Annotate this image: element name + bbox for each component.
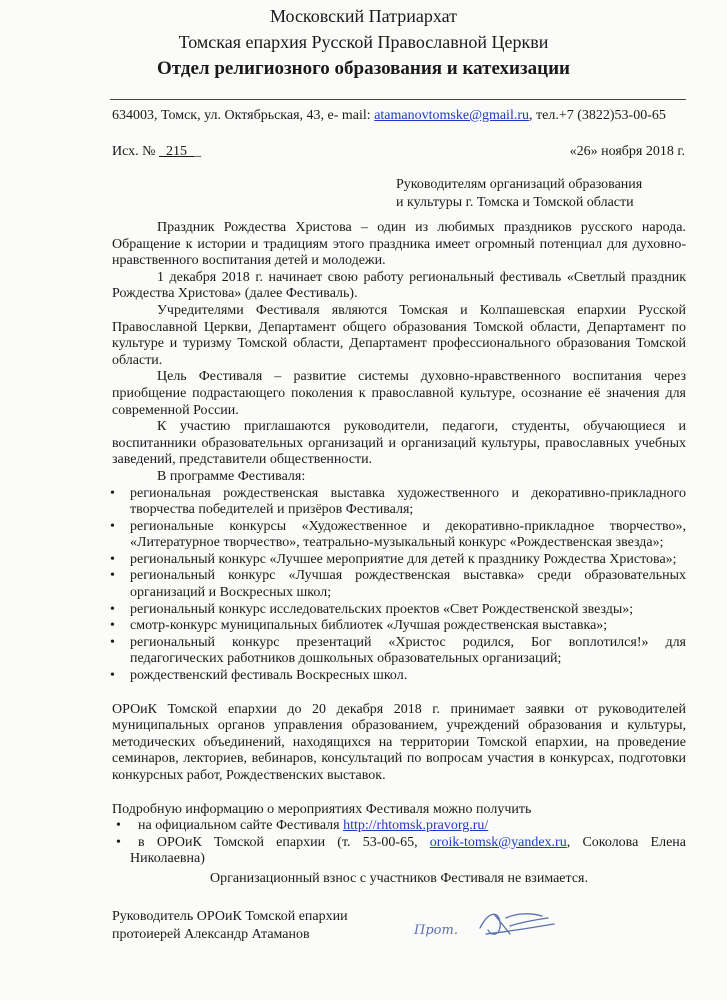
spacer: [112, 785, 686, 802]
letter-body: [112, 220, 686, 888]
program-list: [112, 486, 686, 685]
signatory: [112, 908, 348, 944]
bullet-icon: •: [116, 818, 121, 834]
list-item: • смотр-конкурс муниципальных библиотек «Лучшая рождественская выставка»;: [110, 618, 608, 634]
list-item: • региональный конкурс исследовательских проектов «Свет Рождественской звезды»;: [110, 601, 634, 617]
email-link[interactable]: atamanovtomske@gmail.ru: [374, 108, 530, 123]
spacer: [112, 685, 686, 702]
contact-email-link[interactable]: oroik-tomsk@yandex.ru: [429, 834, 567, 850]
list-item: • региональный конкурс презентаций «Христос родился, Бог воплотился!» для педагогических работников дошкольных образовательных организаций;: [110, 634, 686, 667]
list-item-website: • на официальном сайте Фестиваля http://rhtomsk.pravorg.ru/: [116, 818, 489, 834]
addressee-line1: Руководителям организаций образования: [396, 177, 643, 192]
fee-note: Организационный взнос с участников Фестиваля не взимается.: [210, 870, 588, 886]
bullet-icon: •: [110, 485, 115, 501]
signatory-name: протоиерей Александр Атаманов: [112, 927, 310, 942]
header-department: Отдел религиозного образования и катехизации: [157, 58, 570, 79]
paragraph-start: 1 декабря 2018 г. начинает свою работу региональный фестиваль «Светлый праздник Рождества Христова» (далее Фестиваль).: [112, 269, 686, 302]
bullet-icon: •: [110, 518, 115, 534]
paragraph-more-info: Подробную информацию о мероприятиях Фестиваля можно получить: [112, 801, 532, 817]
bullet-icon: •: [110, 668, 115, 684]
handwritten-signature: [410, 904, 570, 944]
contact-address: [112, 108, 666, 124]
paragraph-program-heading: В программе Фестиваля:: [157, 468, 306, 484]
list-item: • региональная рождественская выставка художественного и декоративно-прикладного творчества победителей и призёров Фестиваля;: [110, 485, 686, 518]
signature-text: Прот.: [414, 923, 458, 938]
list-item: • региональный конкурс «Лучшее мероприятие для детей к празднику Рождества Христова»;: [110, 551, 677, 567]
bullet-icon: •: [110, 634, 115, 650]
phone-text: , тел.+7 (3822)53-00-65: [529, 108, 666, 123]
paragraph-applications: ОРОиК Томской епархии до 20 декабря 2018 г. принимает заявки от руководителей муниципальных органов управления образованием, учреждений образования и культуры, методических объединений, находящихся на территории Томской епархии, на проведение семинаров, лекториев, вебинаров, консультаций по вопросам участия в конкурсах, подготовки конкурсных работ, Рождественских выставок.: [112, 701, 686, 783]
list-item: • рождественский фестиваль Воскресных школ.: [110, 668, 408, 684]
bullet-icon: •: [110, 568, 115, 584]
paragraph-intro: Праздник Рождества Христова – один из любимых праздников русского народа. Обращение к истории и традициям этого праздника имеет огромный потенциал для духовно-нравственного воспитания детей и молодежи.: [112, 220, 686, 269]
paragraph-goal: Цель Фестиваля – развитие системы духовно-нравственного воспитания через приобщение подрастающего поколения к православной культуре, осознание её значения для современной России.: [112, 369, 686, 418]
addressee: [396, 176, 686, 212]
ref-number: 215: [159, 144, 194, 159]
ref-label: Исх. №: [112, 144, 159, 159]
outgoing-number: [112, 144, 201, 160]
festival-site-link[interactable]: http://rhtomsk.pravorg.ru/: [343, 818, 489, 834]
bullet-icon: •: [110, 601, 115, 617]
ref-suffix: _: [194, 144, 201, 159]
list-item: • региональный конкурс «Лучшая рождественская выставка» среди образовательных организаций и Воскресных школ;: [110, 568, 686, 601]
signatory-title: Руководитель ОРОиК Томской епархии: [112, 909, 348, 924]
addressee-line2: и культуры г. Томска и Томской области: [396, 195, 634, 210]
letter-date: «26» ноября 2018 г.: [569, 144, 685, 159]
bullet-icon: •: [110, 551, 115, 567]
bullet-icon: •: [110, 618, 115, 634]
address-text: 634003, Томск, ул. Октябрьская, 43, e- mail:: [112, 108, 375, 123]
paragraph-founders: Учредителями Фестиваля являются Томская и Колпашевская епархии Русской Православной Церкви, Департамент общего образования Томской области, Департамент по культуре и туризму Томской области, Департамент профессионального образования Томской области.: [112, 302, 686, 368]
list-item-contact: • в ОРОиК Томской епархии (т. 53-00-65, oroik-tomsk@yandex.ru, Соколова Елена Николаевна): [116, 834, 687, 867]
bullet-icon: •: [116, 834, 121, 850]
header-eparchy: Томская епархия Русской Православной Церкви: [178, 32, 549, 52]
header-patriarchate: Московский Патриархат: [269, 6, 458, 26]
list-item: • региональные конкурсы «Художественное и декоративно-прикладное творчество», «Литературное творчество», театрально-музыкальный конкурс «Рождественская звезда»;: [110, 518, 686, 551]
header-divider: [110, 99, 686, 100]
paragraph-participants: К участию приглашаются руководители, педагоги, студенты, обучающиеся и воспитанники образовательных организаций и организаций культуры, православных учебных заведений, представители общественности.: [112, 419, 686, 468]
info-list: [112, 818, 686, 868]
